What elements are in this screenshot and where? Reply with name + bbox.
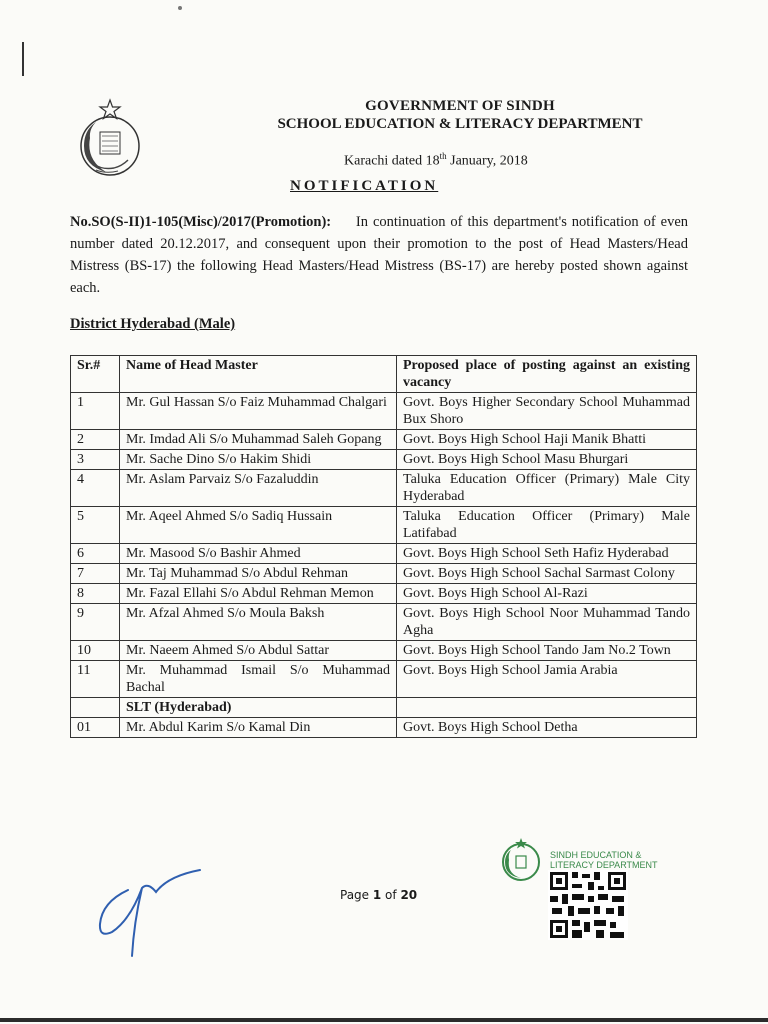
cell-sr: 10 <box>71 641 120 661</box>
cell-posting: Govt. Boys High School Al-Razi <box>397 584 697 604</box>
cell-posting: Govt. Boys High School Noor Muhammad Tando Agha <box>397 604 697 641</box>
dated-line <box>344 151 528 170</box>
government-name: GOVERNMENT OF SINDH <box>365 98 555 114</box>
scan-speck <box>178 6 182 10</box>
margin-mark <box>22 42 24 76</box>
cell-posting: Govt. Boys High School Sachal Sarmast Colony <box>397 564 697 584</box>
cell-empty <box>397 698 697 718</box>
table-row <box>71 544 697 564</box>
header-posting: Proposed place of posting against an existing vacancy <box>397 356 697 393</box>
logo-caption-line-2: LITERACY DEPARTMENT <box>550 860 658 870</box>
page-of: of <box>381 888 401 902</box>
department-name: SCHOOL EDUCATION & LITERACY DEPARTMENT <box>277 116 643 132</box>
cell-name: Mr. Fazal Ellahi S/o Abdul Rehman Memon <box>120 584 397 604</box>
table-row <box>71 393 697 430</box>
sindh-government-seal-icon <box>76 98 144 182</box>
table-row <box>71 604 697 641</box>
cell-sr: 3 <box>71 450 120 470</box>
table-row <box>71 564 697 584</box>
table-row <box>71 470 697 507</box>
cell-sr: 01 <box>71 718 120 738</box>
cell-name: Mr. Sache Dino S/o Hakim Shidi <box>120 450 397 470</box>
body-text: In continuation of this department's notification of even number dated 20.12.2017, and consequent upon their promotion to the post of Head Masters/Head Mistress (BS-17) the following Head Masters/Head Mistress (BS-17) are hereby posted shown against each. <box>70 214 689 296</box>
cell-posting: Govt. Boys High School Detha <box>397 718 697 738</box>
page-current: 1 <box>372 888 382 902</box>
cell-name: Mr. Gul Hassan S/o Faiz Muhammad Chalgari <box>120 393 397 430</box>
table-row <box>71 718 697 738</box>
cell-sr: 5 <box>71 507 120 544</box>
page-total: 20 <box>400 888 418 902</box>
cell-name: Mr. Naeem Ahmed S/o Abdul Sattar <box>120 641 397 661</box>
scan-bottom-edge <box>0 1018 768 1022</box>
cell-sr: 1 <box>71 393 120 430</box>
cell-name: Mr. Imdad Ali S/o Muhammad Saleh Gopang <box>120 430 397 450</box>
qr-code-icon <box>548 870 628 940</box>
dated-rest: January, 2018 <box>446 153 528 169</box>
cell-name: Mr. Taj Muhammad S/o Abdul Rehman <box>120 564 397 584</box>
reference-number: No.SO(S-II)1-105(Misc)/2017(Promotion): <box>70 214 332 230</box>
header-sr: Sr.# <box>71 356 120 393</box>
cell-sr: 8 <box>71 584 120 604</box>
notification-title: NOTIFICATION <box>290 178 439 194</box>
cell-name: Mr. Masood S/o Bashir Ahmed <box>120 544 397 564</box>
district-heading: District Hyderabad (Male) <box>70 316 236 332</box>
page-number <box>340 888 417 902</box>
subheading-slt: SLT (Hyderabad) <box>120 698 397 718</box>
cell-sr: 4 <box>71 470 120 507</box>
table-row <box>71 641 697 661</box>
table-subheading-row <box>71 698 697 718</box>
cell-name: Mr. Muhammad Ismail S/o Muhammad Bachal <box>120 661 397 698</box>
cell-name: Mr. Aqeel Ahmed S/o Sadiq Hussain <box>120 507 397 544</box>
cell-sr: 6 <box>71 544 120 564</box>
table-row <box>71 430 697 450</box>
page-prefix: Page <box>340 888 373 902</box>
letterhead <box>250 97 670 133</box>
table-row <box>71 507 697 544</box>
posting-table <box>70 355 697 738</box>
notification-body <box>70 211 688 299</box>
table-row <box>71 450 697 470</box>
cell-posting: Govt. Boys Higher Secondary School Muhammad Bux Shoro <box>397 393 697 430</box>
table-row <box>71 584 697 604</box>
cell-posting: Govt. Boys High School Jamia Arabia <box>397 661 697 698</box>
logo-caption <box>550 850 670 870</box>
cell-sr: 7 <box>71 564 120 584</box>
cell-posting: Govt. Boys High School Tando Jam No.2 Town <box>397 641 697 661</box>
cell-posting: Govt. Boys High School Haji Manik Bhatti <box>397 430 697 450</box>
cell-name: Mr. Abdul Karim S/o Kamal Din <box>120 718 397 738</box>
dated-suffix: th <box>439 151 447 161</box>
cell-name: Mr. Afzal Ahmed S/o Moula Baksh <box>120 604 397 641</box>
table-header-row <box>71 356 697 393</box>
cell-posting: Taluka Education Officer (Primary) Male City Hyderabad <box>397 470 697 507</box>
sindh-education-logo-icon <box>497 836 545 884</box>
cell-sr: 11 <box>71 661 120 698</box>
cell-sr: 2 <box>71 430 120 450</box>
table-row <box>71 661 697 698</box>
cell-name: Mr. Aslam Parvaiz S/o Fazaluddin <box>120 470 397 507</box>
cell-posting: Taluka Education Officer (Primary) Male Latifabad <box>397 507 697 544</box>
cell-sr: 9 <box>71 604 120 641</box>
signature-icon <box>90 862 220 962</box>
dated-prefix: Karachi dated 18 <box>344 153 440 169</box>
cell-posting: Govt. Boys High School Masu Bhurgari <box>397 450 697 470</box>
header-name: Name of Head Master <box>120 356 397 393</box>
logo-caption-line-1: SINDH EDUCATION & <box>550 850 642 860</box>
cell-posting: Govt. Boys High School Seth Hafiz Hyderabad <box>397 544 697 564</box>
cell-empty <box>71 698 120 718</box>
